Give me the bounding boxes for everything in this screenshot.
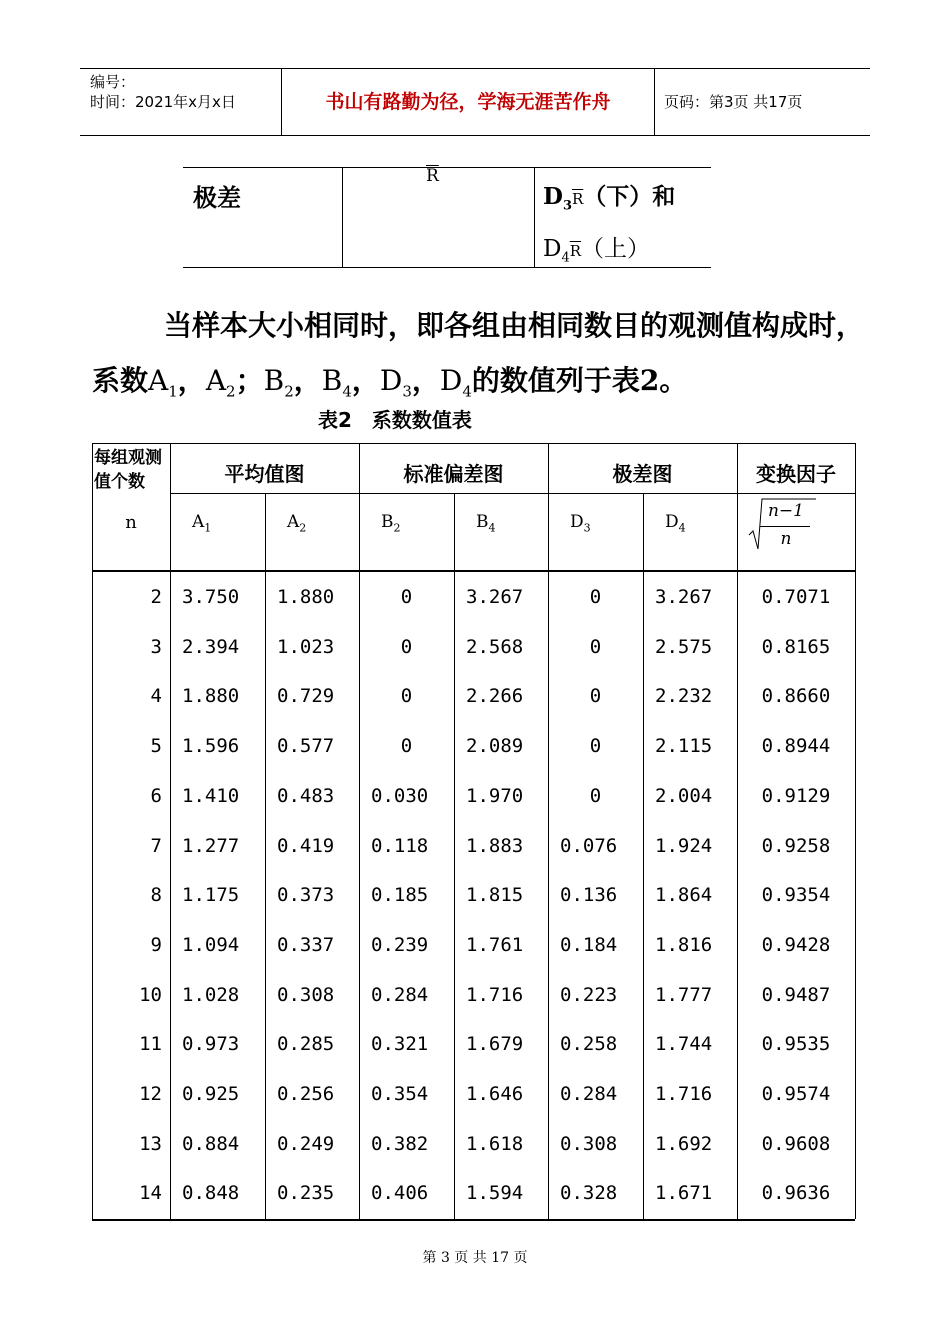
- coefficient-cell: 2.575: [655, 636, 713, 658]
- coefficient-cell: 0.925: [182, 1083, 240, 1105]
- coefficient-cell: 0.7071: [761, 586, 831, 608]
- coefficient-cell: 0: [589, 636, 602, 658]
- subheader-a1: [192, 512, 211, 534]
- row-n-cell: 12: [139, 1083, 162, 1105]
- coefficient-cell: 0.9258: [761, 835, 831, 857]
- coefficient-cell: 0.9608: [761, 1133, 831, 1155]
- coefficient-cell: 0: [589, 785, 602, 807]
- page-footer: 第 3 页 共 17 页: [422, 1250, 528, 1266]
- limit-suffix: （下）和: [583, 183, 676, 210]
- coefficient-b4: [321, 364, 380, 401]
- coefficient-cell: 1.671: [655, 1182, 713, 1204]
- coefficient-cell: 2.394: [182, 636, 240, 658]
- coefficient-d4: [439, 364, 472, 401]
- table-rule: [92, 443, 855, 444]
- coefficient-cell: 0.258: [560, 1033, 618, 1055]
- coefficient-subscript: 2: [284, 382, 294, 401]
- table-rule: [92, 570, 855, 572]
- coefficient-cell: 0.285: [277, 1033, 335, 1055]
- row-n-cell: 6: [150, 785, 162, 807]
- coefficient-cell: 0.8944: [761, 735, 831, 757]
- coefficient-cell: 0.382: [371, 1133, 429, 1155]
- range-chart-header: 极差图: [612, 462, 673, 486]
- coefficient-cell: 1.023: [277, 636, 335, 658]
- row-n-cell: 10: [139, 984, 162, 1006]
- limit-letter: D: [543, 236, 562, 262]
- limit-suffix: （上）: [581, 236, 651, 262]
- subheader-d4: [665, 512, 686, 534]
- coefficient-separator: ，: [351, 364, 380, 397]
- coefficient-cell: 1.277: [182, 835, 240, 857]
- range-label: 极差: [193, 184, 241, 212]
- coefficient-cell: 3.267: [466, 586, 524, 608]
- coefficient-cell: 1.692: [655, 1133, 713, 1155]
- coefficient-cell: 1.175: [182, 884, 240, 906]
- coefficient-cell: 0.729: [277, 685, 335, 707]
- coefficient-cell: 0.9574: [761, 1083, 831, 1105]
- rbar-symbol: $\overline{R}$: [572, 190, 584, 208]
- subheader-a2: [287, 512, 306, 534]
- coefficient-cell: 0.373: [277, 884, 335, 906]
- subheader-letter: B: [381, 512, 394, 532]
- coefficient-cell: 1.596: [182, 735, 240, 757]
- coefficient-cell: 1.761: [466, 934, 524, 956]
- range-mean-symbol: $\overline{R}$: [426, 166, 439, 186]
- range-table-divider: [534, 167, 535, 268]
- table-rule: [548, 443, 549, 1219]
- coefficient-cell: 0.239: [371, 934, 429, 956]
- coefficient-cell: 1.777: [655, 984, 713, 1006]
- coefficient-cell: 1.028: [182, 984, 240, 1006]
- coefficient-cell: 0: [400, 586, 413, 608]
- header-motto: 书山有路勤为径，学海无涯苦作舟: [325, 91, 611, 113]
- coefficient-cell: 1.094: [182, 934, 240, 956]
- coefficient-cell: 1.970: [466, 785, 524, 807]
- table-rule: [170, 443, 171, 1219]
- coefficient-cell: 0.9535: [761, 1033, 831, 1055]
- sqrt-formula: [748, 497, 818, 555]
- coefficient-cell: 1.716: [655, 1083, 713, 1105]
- coefficient-letter: D: [379, 364, 403, 397]
- coefficient-cell: 1.744: [655, 1033, 713, 1055]
- limit-subscript: 4: [561, 250, 570, 266]
- coefficient-cell: 0: [589, 685, 602, 707]
- coefficient-cell: 0.483: [277, 785, 335, 807]
- range-table-bottom-rule: [183, 267, 711, 268]
- subheader-subscript: 1: [204, 521, 212, 535]
- coefficient-cell: 0.884: [182, 1133, 240, 1155]
- subheader-letter: D: [665, 512, 679, 532]
- coefficient-cell: 1.816: [655, 934, 713, 956]
- coefficient-cell: 1.646: [466, 1083, 524, 1105]
- coefficient-cell: 0: [589, 735, 602, 757]
- coefficient-cell: 0.337: [277, 934, 335, 956]
- row-n-cell: 4: [150, 685, 162, 707]
- coefficient-cell: 0: [400, 685, 413, 707]
- rbar-symbol: $\overline{R}$: [569, 242, 582, 260]
- coefficient-cell: 0.185: [371, 884, 429, 906]
- limit-subscript: 3: [562, 198, 572, 214]
- paragraph-line-1: 当样本大小相同时，即各组由相同数目的观测值构成时，: [164, 309, 865, 342]
- coefficient-letter: D: [439, 364, 463, 397]
- range-lower-limit: [543, 178, 675, 214]
- coefficient-cell: 0.321: [371, 1033, 429, 1055]
- coefficient-cell: 0.249: [277, 1133, 335, 1155]
- table-rule: [265, 493, 266, 1219]
- coefficient-subscript: 4: [342, 382, 352, 401]
- subheader-letter: A: [287, 512, 300, 532]
- table-rule: [92, 1219, 855, 1221]
- limit-letter: D: [543, 183, 563, 210]
- coefficient-a1: [148, 364, 206, 401]
- stddev-chart-header: 标准偏差图: [403, 462, 504, 486]
- coefficient-cell: 1.883: [466, 835, 524, 857]
- coefficient-cell: 0: [589, 586, 602, 608]
- coefficient-cell: 0.256: [277, 1083, 335, 1105]
- coefficient-cell: 0.9428: [761, 934, 831, 956]
- coefficient-cell: 0.136: [560, 884, 618, 906]
- coefficient-cell: 0.284: [371, 984, 429, 1006]
- mean-chart-header: 平均值图: [224, 462, 305, 486]
- row-n-cell: 13: [139, 1133, 162, 1155]
- coefficient-cell: 0: [400, 636, 413, 658]
- coefficient-subscript: 2: [226, 382, 236, 401]
- coefficient-cell: 0.577: [277, 735, 335, 757]
- row-n-cell: 8: [150, 884, 162, 906]
- header-divider: [654, 68, 655, 136]
- row-n-cell: 14: [139, 1182, 162, 1204]
- coefficient-cell: 0.848: [182, 1182, 240, 1204]
- coefficient-separator: ，: [177, 364, 206, 397]
- coefficient-cell: 1.618: [466, 1133, 524, 1155]
- group-size-header: 每组观测值个数: [94, 448, 162, 492]
- coefficient-letter: A: [148, 364, 169, 397]
- subheader-subscript: 4: [678, 521, 686, 535]
- body-paragraph: [92, 298, 882, 420]
- coefficient-cell: 0.8165: [761, 636, 831, 658]
- table-rule: [643, 493, 644, 1219]
- coefficient-cell: 1.815: [466, 884, 524, 906]
- coefficient-d3: [379, 364, 440, 401]
- coefficient-cell: 0.076: [560, 835, 618, 857]
- subheader-d3: [570, 512, 591, 534]
- coefficient-cell: 3.750: [182, 586, 240, 608]
- coefficient-cell: 2.568: [466, 636, 524, 658]
- row-n-cell: 7: [150, 835, 162, 857]
- row-n-cell: 5: [150, 735, 162, 757]
- coefficient-cell: 1.594: [466, 1182, 524, 1204]
- transform-factor-header: 变换因子: [756, 462, 836, 486]
- fraction-bar: [760, 526, 810, 527]
- coefficient-cell: 1.716: [466, 984, 524, 1006]
- coefficient-cell: 1.880: [182, 685, 240, 707]
- range-table-divider: [342, 167, 343, 268]
- coefficient-letter: A: [205, 364, 227, 397]
- coefficient-cell: 2.266: [466, 685, 524, 707]
- coefficient-cell: 0.9354: [761, 884, 831, 906]
- coefficient-cell: 0.419: [277, 835, 335, 857]
- table-rule: [170, 493, 855, 494]
- coefficient-cell: 0: [400, 735, 413, 757]
- document-date: 时间：2021年x月x日: [90, 93, 236, 111]
- range-upper-limit: [543, 230, 650, 266]
- paragraph-line-2: [92, 353, 882, 420]
- coefficient-cell: 0.354: [371, 1083, 429, 1105]
- subheader-letter: D: [570, 512, 584, 532]
- subheader-letter: A: [192, 512, 205, 532]
- coefficient-letter: B: [263, 364, 285, 397]
- coefficient-separator: ；: [235, 364, 264, 397]
- row-n-cell: 9: [150, 934, 162, 956]
- range-table-top-rule: [183, 167, 711, 168]
- coefficient-cell: 2.232: [655, 685, 713, 707]
- header-page-info: 页码：第3页 共17页: [664, 93, 803, 111]
- subheader-b4: [476, 512, 496, 534]
- formula-numerator: n−1: [767, 501, 804, 521]
- coefficient-cell: 0.406: [371, 1182, 429, 1204]
- coefficient-cell: 0.284: [560, 1083, 618, 1105]
- coefficient-cell: 0.118: [371, 835, 429, 857]
- row-n-cell: 2: [150, 586, 162, 608]
- table-rule: [855, 443, 856, 1219]
- formula-denominator: n: [780, 529, 792, 549]
- coefficient-subscript: 3: [402, 382, 412, 401]
- coefficient-cell: 1.880: [277, 586, 335, 608]
- subheader-subscript: 4: [488, 521, 496, 535]
- table-rule: [454, 493, 455, 1219]
- coefficient-b2: [263, 364, 322, 401]
- coefficient-cell: 0.223: [560, 984, 618, 1006]
- header-bottom-rule: [80, 135, 870, 136]
- coefficient-cell: 1.864: [655, 884, 713, 906]
- coefficient-cell: 3.267: [655, 586, 713, 608]
- coefficient-letter: B: [321, 364, 343, 397]
- subheader-letter: B: [476, 512, 489, 532]
- subheader-subscript: 2: [299, 521, 307, 535]
- coefficient-cell: 0.973: [182, 1033, 240, 1055]
- coefficient-cell: 1.410: [182, 785, 240, 807]
- coefficient-cell: 2.004: [655, 785, 713, 807]
- coefficient-cell: 0.308: [560, 1133, 618, 1155]
- subheader-b2: [381, 512, 401, 534]
- coefficient-a2: [205, 364, 264, 401]
- table-caption: 表2 系数数值表: [318, 408, 472, 432]
- subheader-subscript: 3: [583, 521, 591, 535]
- header-top-rule: [80, 68, 870, 69]
- coefficient-separator: ，: [293, 364, 322, 397]
- paragraph-suffix: 的数值列于表2。: [471, 364, 688, 397]
- coefficient-cell: 0.9487: [761, 984, 831, 1006]
- coefficient-list: [148, 364, 472, 401]
- coefficient-cell: 0.308: [277, 984, 335, 1006]
- paragraph-prefix: 系数: [92, 364, 149, 397]
- coefficient-cell: 2.115: [655, 735, 713, 757]
- n-label: n: [125, 512, 137, 533]
- coefficient-separator: ，: [411, 364, 440, 397]
- coefficient-cell: 0.235: [277, 1182, 335, 1204]
- coefficient-cell: 0.030: [371, 785, 429, 807]
- coefficient-cell: 0.9129: [761, 785, 831, 807]
- coefficient-cell: 1.924: [655, 835, 713, 857]
- row-n-cell: 11: [139, 1033, 162, 1055]
- row-n-cell: 3: [150, 636, 162, 658]
- coefficient-subscript: 4: [462, 382, 472, 401]
- coefficient-cell: 0.8660: [761, 685, 831, 707]
- coefficient-cell: 0.328: [560, 1182, 618, 1204]
- document-number-label: 编号：: [90, 73, 136, 91]
- subheader-subscript: 2: [393, 521, 401, 535]
- coefficient-cell: 1.679: [466, 1033, 524, 1055]
- coefficient-cell: 2.089: [466, 735, 524, 757]
- coefficient-cell: 0.9636: [761, 1182, 831, 1204]
- table-rule: [359, 443, 360, 1219]
- coefficient-subscript: 1: [168, 382, 178, 401]
- coefficient-cell: 0.184: [560, 934, 618, 956]
